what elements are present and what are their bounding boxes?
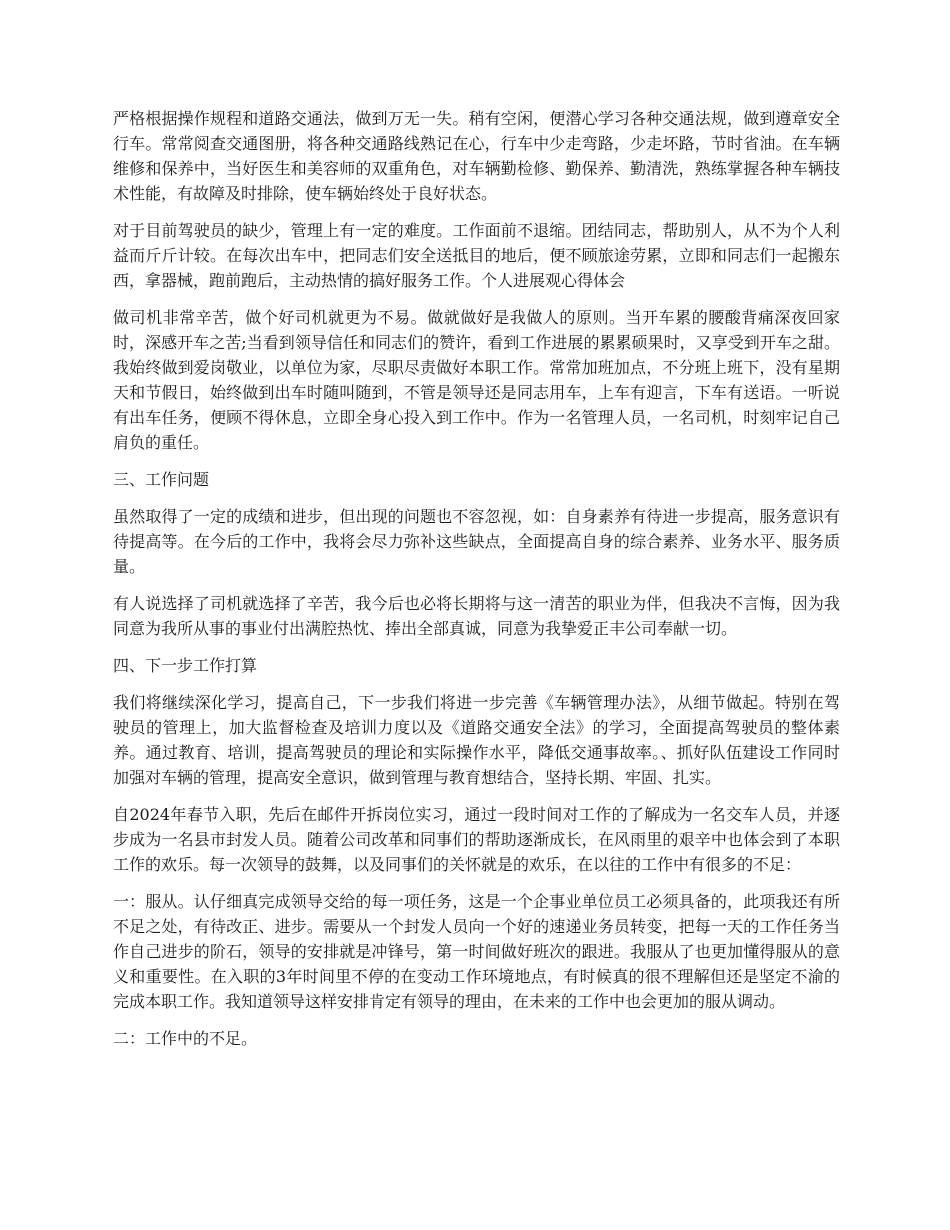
document-page [113, 106, 840, 1063]
paragraph-driver-shortage: 对于目前驾驶员的缺少，管理上有一定的难度。工作面前不退缩。团结同志，帮助别人，从不为个人利益而斤斤计较。在每次出车中，把同志们安全送抵目的地后，便不顾旅途劳累，立即和同志们一起搬东西，拿器械，跑前跑后，主动热情的搞好服务工作。个人进展观心得体会 [113, 221, 840, 290]
paragraph-driver-hardship: 做司机非常辛苦，做个好司机就更为不易。做就做好是我做人的原则。当开车累的腰酸背痛深夜回家时，深感开车之苦;当看到领导信任和同志们的赞许，看到工作进展的累累硕果时，又享受到开车之甜。我始终做到爱岗敬业，以单位为家，尽职尽责做好本职工作。常常加班加点，不分班上班下，没有星期天和节假日，始终做到出车时随叫随到，不管是领导还是同志用车，上车有迎言，下车有送语。一听说有出车任务，便顾不得休息，立即全身心投入到工作中。作为一名管理人员，一名司机，时刻牢记自己肩负的重任。 [113, 308, 840, 452]
section-heading-shortcomings: 二：工作中的不足。 [113, 1029, 258, 1048]
paragraph-driving-rules: 严格根据操作规程和道路交通法，做到万无一失。稍有空闲，便潜心学习各种交通法规，做到遵章安全行车。常常阅查交通图册，将各种交通路线熟记在心，行车中少走弯路，少走坏路，节时省油。在车辆维修和保养中，当好医生和美容师的双重角色，对车辆勤检修、勤保养、勤清洗，熟练掌握各种车辆技术性能，有故障及时排除，使车辆始终处于良好状态。 [113, 109, 840, 203]
paragraph-problems: 虽然取得了一定的成绩和进步，但出现的问题也不容忽视，如：自身素养有待进一步提高，服务意识有待提高等。在今后的工作中，我将会尽力弥补这些缺点，全面提高自身的综合素养、业务水平、服务质量。 [113, 507, 840, 576]
section-heading-next-plan: 四、下一步工作打算 [113, 656, 258, 675]
section-heading-work-problems: 三、工作问题 [113, 470, 210, 489]
paragraph-since-joining: 自2024年春节入职，先后在邮件开拆岗位实习，通过一段时间对工作的了解成为一名交车人员，并逐步成为一名县市封发人员。随着公司改革和同事们的帮助逐渐成长，在风雨里的艰辛中也体会到了本职工作的欢乐。每一次领导的鼓舞，以及同事们的关怀就是的欢乐，在以往的工作中有很多的不足： [113, 805, 840, 874]
paragraph-next-plan: 我们将继续深化学习，提高自己，下一步我们将进一步完善《车辆管理办法》，从细节做起。特别在驾驶员的管理上，加大监督检查及培训力度以及《道路交通安全法》的学习，全面提高驾驶员的整体素养。通过教育、培训，提高驾驶员的理论和实际操作水平，降低交通事故率。、抓好队伍建设工作同时加强对车辆的管理，提高安全意识，做到管理与教育想结合，坚持长期、牢固、扎实。 [113, 693, 840, 787]
paragraph-obedience: 一：服从。认仔细真完成领导交给的每一项任务，这是一个企事业单位员工必须具备的，此项我还有所不足之处，有待改正、进步。需要从一个封发人员向一个好的速递业务员转变，把每一天的工作任务当作自己进步的阶石，领导的安排就是冲锋号，第一时间做好班次的跟进。我服从了也更加懂得服从的意义和重要性。在入职的3年时间里不停的在变动工作环境地点，有时候真的很不理解但还是坚定不渝的完成本职工作。我知道领导这样安排肯定有领导的理由，在未来的工作中也会更加的服从调动。 [113, 892, 840, 1011]
paragraph-commitment: 有人说选择了司机就选择了辛苦，我今后也必将长期将与这一清苦的职业为伴，但我决不言悔，因为我同意为我所从事的事业付出满腔热忱、捧出全部真诚，同意为我挚爱正丰公司奉献一切。 [113, 594, 840, 638]
